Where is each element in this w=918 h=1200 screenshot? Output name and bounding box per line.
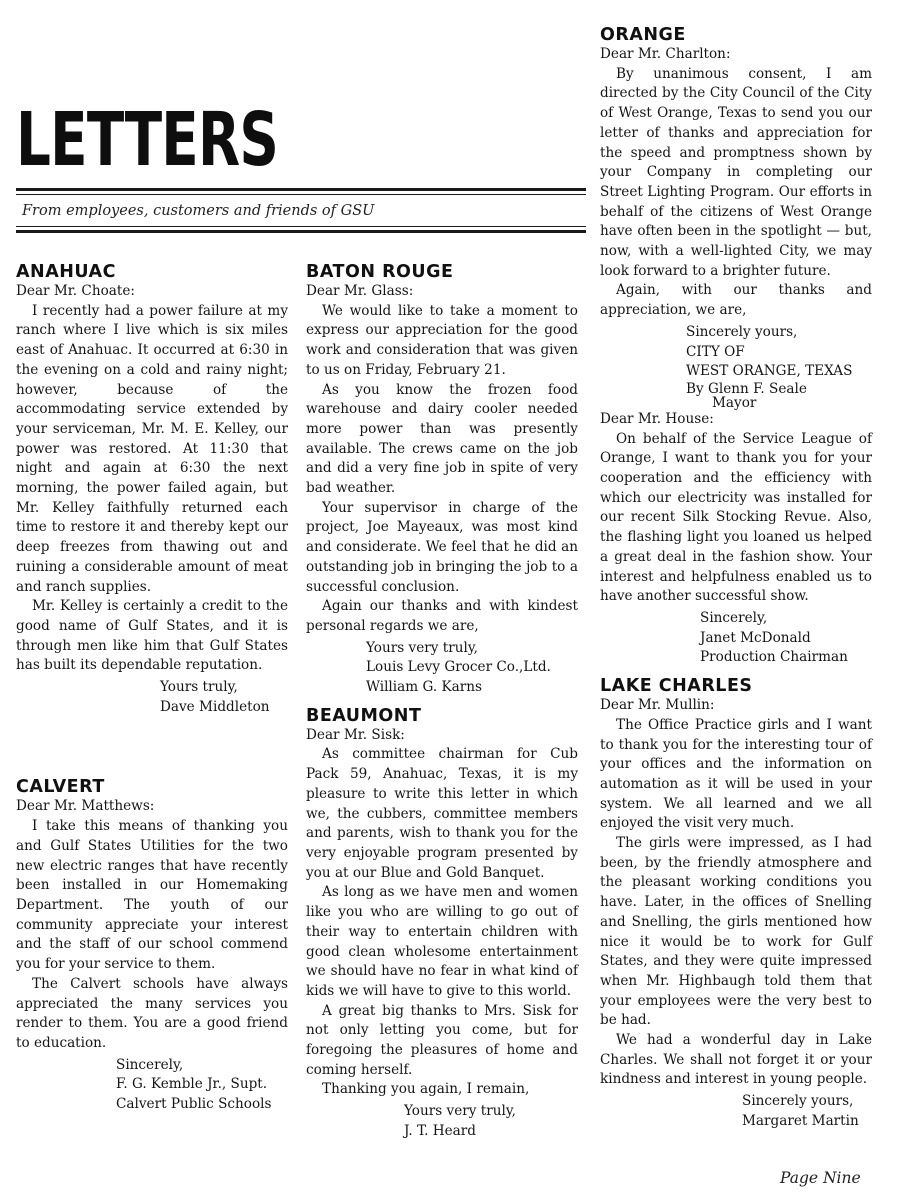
letter-orange-house: [600, 410, 872, 668]
letter-orange: [600, 25, 872, 410]
signature-line: Calvert Public Schools: [116, 1096, 272, 1113]
paragraph: By unanimous consent, I am directed by the City Council of the City of West Orange, Texas to send you our letter of thanks and appreciation for the speed and promptness shown by your Company in completing our Street Lighting Program. Our efforts in behalf of the citizens of West Orange have often been in the spotlight — but, now, with a well-lighted City, we may look forward to a brighter future.: [600, 65, 872, 279]
paragraph: The girls were impressed, as I had been, by the friendly atmosphere and the pleasant working conditions you have. Later, in the offices of Snelling and Snelling, the girls mentioned how nice it would be to work for Gulf States, and they were quite impressed when Mr. Highbaugh told them that your employees were the very best to be had.: [600, 835, 872, 1029]
signature-line: Sincerely yours,: [742, 1093, 854, 1110]
paragraph: We had a wonderful day in Lake Charles. We shall not forget it or your kindness and interest in young people.: [600, 1032, 872, 1088]
page-number: Page Nine: [780, 1169, 861, 1187]
signature-block: [306, 639, 578, 698]
signature-line: By Glenn F. Seale: [686, 380, 807, 397]
paragraph: I take this means of thanking you and Gulf States Utilities for the two new electric ranges that have recently been installed in our Homemaking Department. The youth of our community appreciate your interest and the staff of our school commend you for your service to them.: [16, 818, 288, 973]
section-heading: ANAHUAC: [16, 262, 116, 282]
signature-line: Dave Middleton: [160, 698, 270, 715]
masthead-tagline: From employees, customers and friends of GSU: [22, 203, 375, 219]
signature-line: F. G. Kemble Jr., Supt.: [116, 1076, 268, 1093]
salutation: Dear Mr. Charlton:: [600, 46, 731, 62]
paragraph: The Calvert schools have always appreciated the many services you render to them. You are a good friend to education.: [16, 975, 288, 1051]
signature-block: [16, 1056, 288, 1115]
letter-anahuac: [16, 262, 288, 717]
paragraph: Mr. Kelley is certainly a credit to the good name of Gulf States, and it is through men like him that Gulf States has built its dependable reputation.: [16, 598, 288, 674]
signature-block: [16, 678, 288, 717]
paragraph: A great big thanks to Mrs. Sisk for not only letting you come, but for foregoing the pleasures of home and coming herself.: [306, 1002, 578, 1078]
signature-line: J. T. Heard: [404, 1122, 476, 1139]
paragraph: As long as we have men and women like you who are willing to go out of their way to entertain children with good clean wholesome entertainment we should have no fear in what kind of kids we will have to give to this world.: [306, 884, 578, 999]
signature-line: William G. Karns: [366, 679, 482, 696]
signature-line: Sincerely,: [116, 1056, 184, 1073]
signature-block: [600, 323, 872, 410]
top-rule: [16, 188, 586, 191]
signature-line: Janet McDonald: [700, 629, 811, 646]
paragraph: We would like to take a moment to express our appreciation for the good work and consideration that was given to us on Friday, February 21.: [306, 302, 578, 378]
bottom-rule: [16, 230, 586, 233]
signature-line: WEST ORANGE, TEXAS: [686, 363, 853, 380]
column-middle: [306, 262, 578, 1142]
letter-lake-charles: [600, 676, 872, 1131]
salutation: Dear Mr. House:: [600, 410, 714, 427]
paragraph: The Office Practice girls and I want to thank you for the interesting tour of your offices and the information on automation as it will be used in your system. We all learned and we all enjoyed the visit very much.: [600, 716, 872, 832]
salutation: Dear Mr. Mullin:: [600, 697, 715, 714]
signature-line: Louis Levy Grocer Co.,Ltd.: [366, 659, 551, 676]
top-rule-thin: [16, 194, 586, 195]
signature-line: Yours very truly,: [366, 639, 479, 656]
salutation: Dear Mr. Choate:: [16, 283, 135, 299]
salutation: Dear Mr. Sisk:: [306, 726, 405, 743]
signature-line: Sincerely yours,: [686, 323, 798, 340]
signature-line: Sincerely,: [700, 609, 768, 626]
signature-block: [600, 609, 872, 668]
signature-line: CITY OF: [686, 343, 745, 360]
column-left: [16, 262, 288, 1115]
signature-line: Mayor: [712, 394, 757, 411]
signature-line: Yours very truly,: [404, 1103, 517, 1120]
letter-beaumont: [306, 706, 578, 1142]
letter-calvert: [16, 777, 288, 1114]
paragraph: Thanking you again, I remain,: [322, 1081, 530, 1098]
paragraph: On behalf of the Service League of Orange, I want to thank you for your cooperation and the efficiency with which our electricity was installed for our recent Silk Stocking Revue. Also, the flashing light you loaned us helped a great deal in the fashion show. Your interest and helpfulness enabled us to have another successful show.: [600, 430, 872, 605]
paragraph: I recently had a power failure at my ranch where I live which is six miles east of Anahuac. It occurred at 6:30 in the evening on a cold and rainy night; however, because of the accommodating service extended by your serviceman, Mr. M. E. Kelley, our power was restored. At 11:30 that night and again at 6:30 the next morning, the power failed again, but Mr. Kelley faithfully returned each time to restore it and thereby kept our deep freezes from thawing out and ruining a considerable amount of meat and ranch supplies.: [16, 302, 288, 595]
bottom-rule-thin: [16, 226, 586, 227]
section-heading: BATON ROUGE: [306, 262, 454, 282]
letter-baton-rouge: [306, 262, 578, 698]
signature-line: Margaret Martin: [742, 1112, 859, 1129]
paragraph: Again our thanks and with kindest personal regards we are,: [306, 598, 578, 634]
masthead-title: LETTERS: [16, 97, 279, 183]
signature-line: Yours truly,: [160, 679, 238, 696]
signature-block: [306, 1102, 578, 1141]
signature-line: Production Chairman: [700, 649, 848, 666]
paragraph: Again, with our thanks and appreciation, we are,: [600, 282, 872, 319]
paragraph: As you know the frozen food warehouse and dairy cooler needed more power than was presently available. The crews came on the job and did a very fine job in spite of very bad weather.: [306, 381, 578, 497]
salutation: Dear Mr. Matthews:: [16, 798, 155, 815]
paragraph: As committee chairman for Cub Pack 59, Anahuac, Texas, it is my pleasure to write this letter in which we, the cubbers, committee members and parents, wish to thank you for the very enjoyable program presented by you at our Blue and Gold Banquet.: [306, 746, 578, 881]
paragraph: Your supervisor in charge of the project, Joe Mayeaux, was most kind and considerate. We feel that he did an outstanding job in bringing the job to a successful conclusion.: [306, 499, 578, 595]
section-heading: CALVERT: [16, 777, 105, 798]
section-heading: BEAUMONT: [306, 705, 422, 726]
signature-block: [600, 1092, 872, 1131]
section-heading: ORANGE: [600, 25, 686, 45]
salutation: Dear Mr. Glass:: [306, 283, 414, 299]
section-heading: LAKE CHARLES: [600, 676, 753, 697]
column-right: [600, 25, 872, 1132]
